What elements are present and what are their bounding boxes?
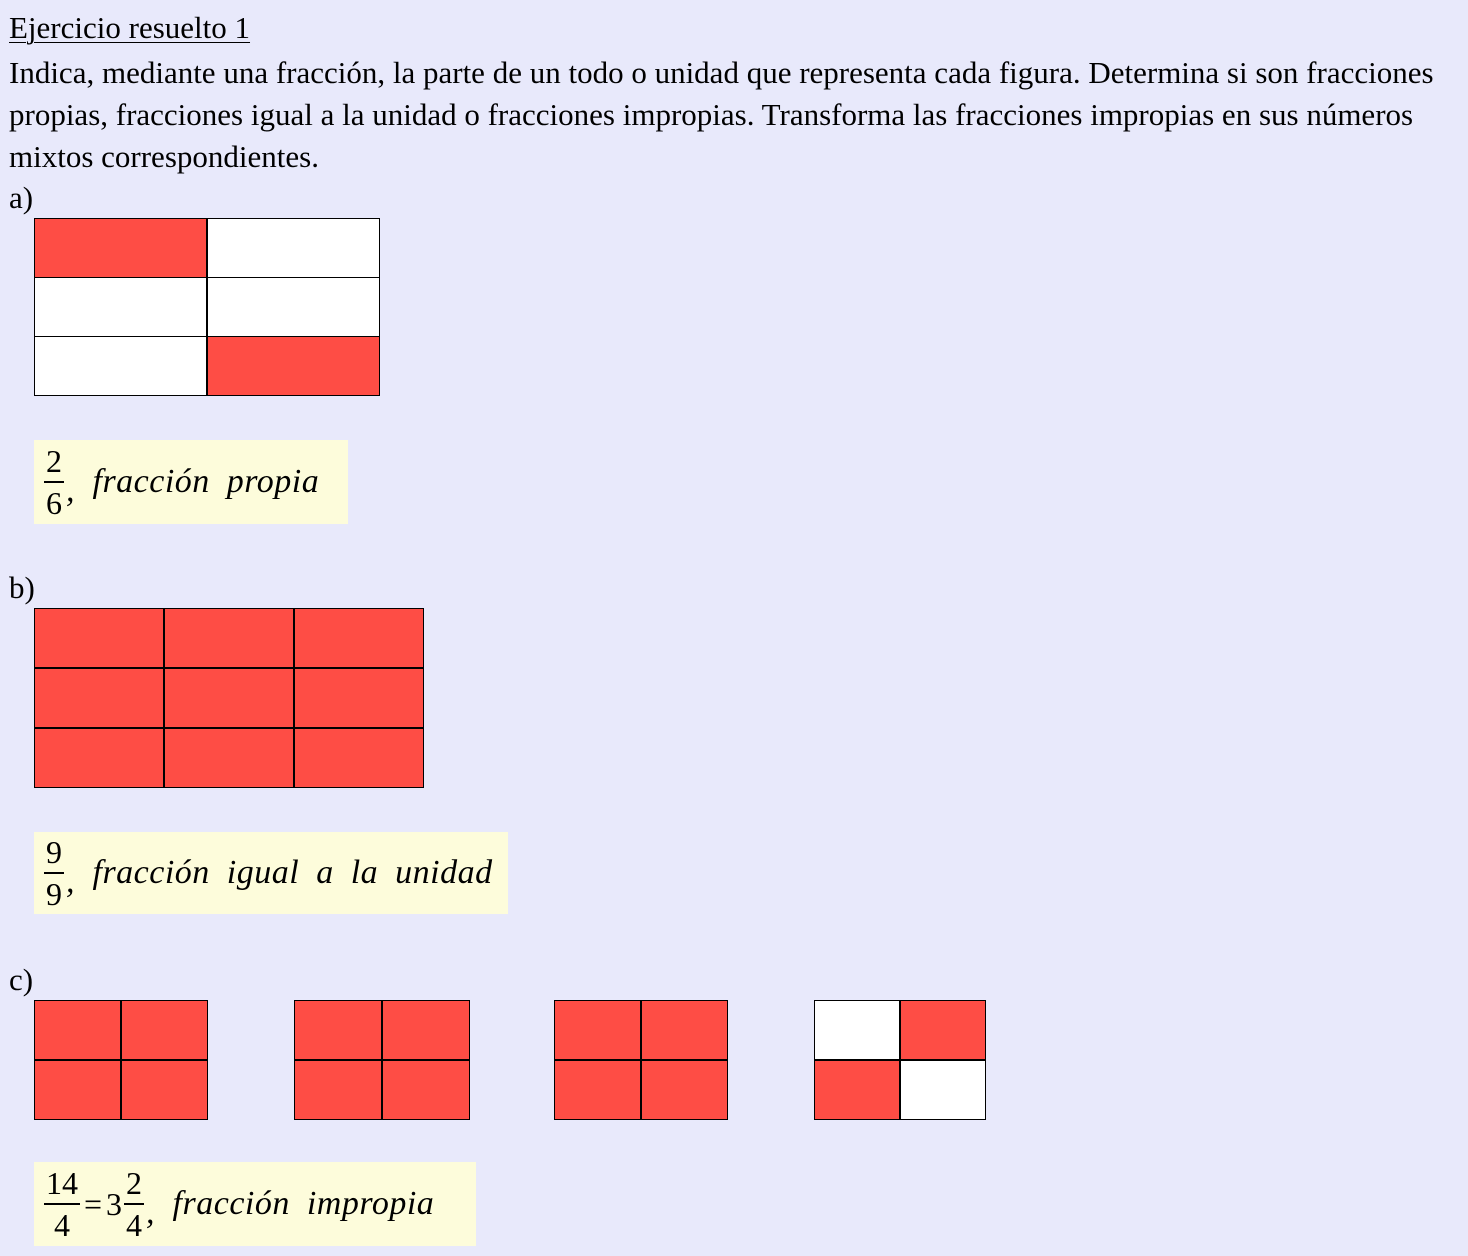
fraction-denominator: 6 — [46, 485, 62, 521]
shaded-cell — [642, 1001, 727, 1059]
comma: , — [146, 1194, 155, 1231]
fraction-b — [44, 836, 64, 910]
unshaded-cell — [35, 278, 206, 336]
shaded-cell — [35, 669, 163, 727]
shaded-cell — [295, 1001, 381, 1059]
figure-c-3 — [554, 1000, 728, 1120]
shaded-cell — [383, 1061, 469, 1119]
fraction-type-b: fracción igual a la unidad — [92, 854, 493, 891]
mixed-fraction — [124, 1167, 144, 1241]
comma: , — [66, 863, 75, 900]
part-c-label: c) — [9, 962, 34, 997]
figure-a — [34, 218, 380, 396]
answer-a — [34, 440, 348, 524]
fraction-numerator: 14 — [46, 1165, 78, 1201]
unshaded-cell — [208, 278, 379, 336]
shaded-cell — [208, 337, 379, 395]
unshaded-cell — [815, 1001, 899, 1059]
shaded-cell — [35, 1001, 120, 1059]
shaded-cell — [295, 609, 423, 667]
unshaded-cell — [901, 1061, 985, 1119]
figure-c-2 — [294, 1000, 470, 1120]
fraction-type-c: fracción impropia — [172, 1185, 435, 1222]
part-b-label: b) — [9, 570, 35, 605]
fraction-type-a: fracción propia — [92, 463, 320, 500]
figure-b — [34, 608, 424, 788]
figure-c-1 — [34, 1000, 208, 1120]
unshaded-cell — [208, 219, 379, 277]
fraction-denominator: 9 — [46, 876, 62, 912]
shaded-cell — [35, 219, 206, 277]
part-a-label: a) — [9, 180, 34, 215]
shaded-cell — [165, 669, 293, 727]
fraction-denominator: 4 — [126, 1207, 143, 1243]
fraction-a — [44, 445, 64, 519]
answer-c — [34, 1162, 476, 1246]
shaded-cell — [35, 1061, 120, 1119]
shaded-cell — [295, 1061, 381, 1119]
figure-c-4 — [814, 1000, 986, 1120]
shaded-cell — [383, 1001, 469, 1059]
shaded-cell — [165, 729, 293, 787]
exercise-instructions: Indica, mediante una fracción, la parte de un todo o unidad que representa cada figura. Determina si son fracciones propias, fracciones igual a la unidad o fracciones impropias. Transforma las fracciones impropias en sus números mixtos correspondientes. — [9, 55, 1434, 174]
shaded-cell — [165, 609, 293, 667]
shaded-cell — [122, 1001, 207, 1059]
shaded-cell — [122, 1061, 207, 1119]
shaded-cell — [815, 1061, 899, 1119]
answer-b — [34, 832, 508, 914]
shaded-cell — [35, 609, 163, 667]
exercise-title: Ejercicio resuelto 1 — [9, 10, 251, 45]
shaded-cell — [555, 1001, 640, 1059]
shaded-cell — [901, 1001, 985, 1059]
fraction-numerator: 2 — [46, 443, 62, 479]
shaded-cell — [35, 729, 163, 787]
equals-sign: = — [84, 1185, 103, 1222]
fraction-denominator: 4 — [54, 1207, 70, 1243]
fraction-numerator: 2 — [126, 1165, 143, 1201]
mixed-whole-part: 3 — [106, 1185, 123, 1222]
fraction-c — [44, 1167, 80, 1241]
comma: , — [66, 472, 75, 509]
shaded-cell — [295, 729, 423, 787]
shaded-cell — [642, 1061, 727, 1119]
shaded-cell — [295, 669, 423, 727]
fraction-numerator: 9 — [46, 834, 62, 870]
unshaded-cell — [35, 337, 206, 395]
shaded-cell — [555, 1061, 640, 1119]
